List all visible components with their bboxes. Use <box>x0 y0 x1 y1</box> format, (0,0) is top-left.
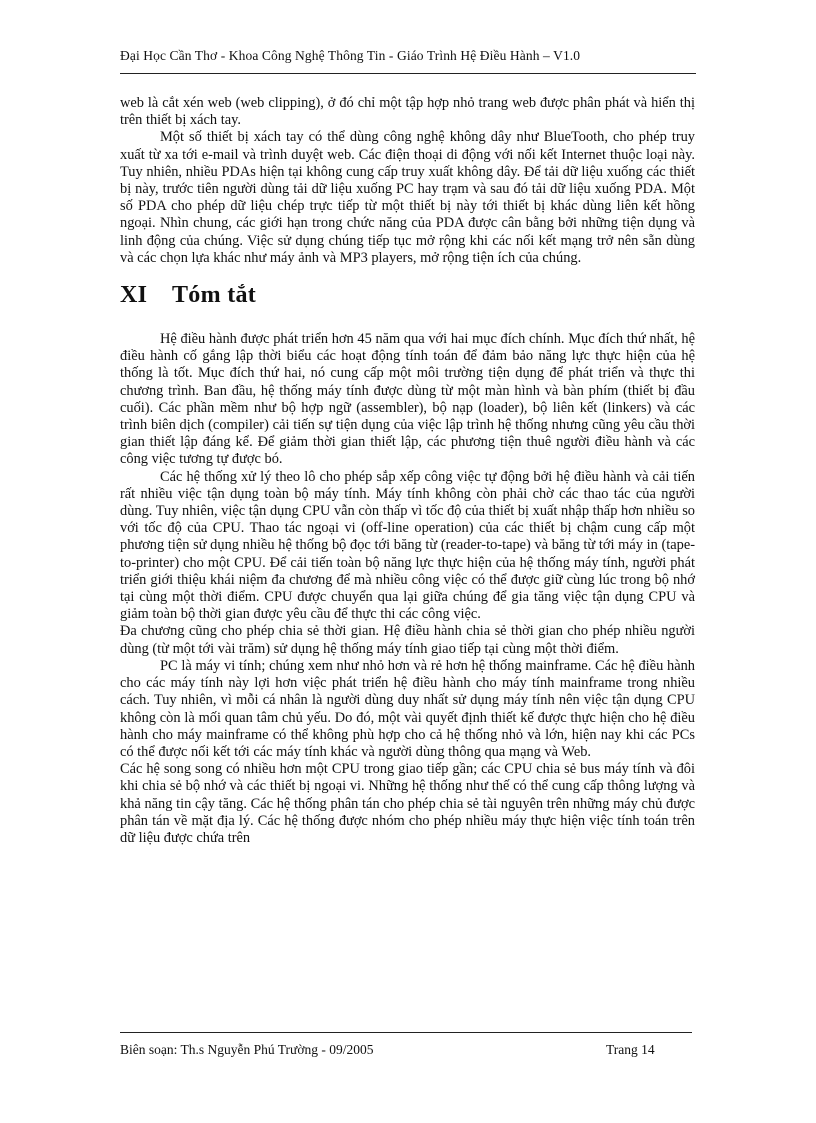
header-divider <box>120 73 696 74</box>
paragraph-summary-pc: PC là máy vi tính; chúng xem như nhỏ hơn và rẻ hơn hệ thống mainframe. Các hệ điều hành cho các máy tính này lợi hơn việc phát triển hệ điều hành cho máy tính mainframe trong nhiều cách. Tuy nhiên, vì mỗi cá nhân là người dùng duy nhất sử dụng máy tính nên việc tận dụng CPU không còn là mối quan tâm chủ yếu. Do đó, một vài quyết định thiết kế được thực hiện cho hệ điều hành cho máy mainframe có thể không phù hợp cho cả hệ thống nhỏ và lớn, hiện nay khi các PCs có thể được nối kết tới các máy tính khác và người dùng thông qua mạng và Web. <box>120 657 695 760</box>
paragraph-intro-continuation: web là cắt xén web (web clipping), ở đó chỉ một tập hợp nhỏ trang web được phân phát và hiển thị trên thiết bị xách tay. <box>120 95 695 129</box>
paragraph-summary-parallel-distributed: Các hệ song song có nhiều hơn một CPU trong giao tiếp gần; các CPU chia sẻ bus máy tính và đôi khi chia sẻ bộ nhớ và các thiết bị ngoại vi. Những hệ thống như thế có thể cung cấp thông lượng và khả năng tin cậy tăng. Các hệ thống phân tán cho phép chia sẻ tài nguyên trên những máy chủ được phân tán về mặt địa lý. Các hệ thống được nhóm cho phép nhiều máy thực hiện việc tính toán trên dữ liệu được chứa trên <box>120 761 695 846</box>
footer-divider <box>120 1032 692 1033</box>
paragraph-handheld-wireless: Một số thiết bị xách tay có thể dùng công nghệ không dây như BlueTooth, cho phép truy xuất từ xa tới e-mail và trình duyệt web. Các điện thoại di động với nối kết Internet thuộc loại này. Tuy nhiên, nhiều PDAs hiện tại không cung cấp truy xuất không dây. Để tải dữ liệu xuống các thiết bị này, trước tiên người dùng tải dữ liệu xuống PC hay trạm và sau đó tải dữ liệu xuống PDA. Một số PDA cho phép dữ liệu chép trực tiếp từ một thiết bị này tới thiết bị khác dùng liên kết hồng ngoại. Nhìn chung, các giới hạn trong chức năng của PDA được cân bằng bởi những tiện dụng và linh động của chúng. Việc sử dụng chúng tiếp tục mở rộng khi các nối kết mạng trở nên sẵn dùng và các chọn lựa khác như máy ảnh và MP3 players, mở rộng tiện ích của chúng. <box>120 129 695 266</box>
footer-author: Biên soạn: Th.s Nguyễn Phú Trường - 09/2005 <box>120 1042 374 1057</box>
document-body <box>120 95 695 847</box>
section-title: Tóm tắt <box>172 282 257 309</box>
section-heading <box>120 281 695 309</box>
section-number: XI <box>120 282 148 309</box>
page-header: Đại Học Cần Thơ - Khoa Công Nghệ Thông Tin - Giáo Trình Hệ Điều Hành – V1.0 <box>120 48 581 63</box>
page-number: Trang 14 <box>606 1042 655 1057</box>
paragraph-summary-batch-systems: Các hệ thống xử lý theo lô cho phép sắp xếp công việc tự động bởi hệ điều hành và cải tiến rất nhiều việc tận dụng toàn bộ máy tính. Máy tính không còn phải chờ các thao tác của người dùng. Tuy nhiên, việc tận dụng CPU vẫn còn thấp vì tốc độ của thiết bị xuất nhập thấp hơn nhiều so với tốc độ của CPU. Thao tác ngoại vi (off-line operation) của các thiết bị chậm cung cấp một phương tiện sử dụng nhiều hệ thống bộ đọc tới băng từ (reader-to-tape) và băng từ tới máy in (tape-to-printer) cho một CPU. Để cải tiến toàn bộ năng lực thực hiện của hệ thống máy tính, người phát triển giới thiệu khái niệm đa chương để mà nhiều công việc có thể được giữ cùng lúc trong bộ nhớ tại cùng một thời điểm. CPU được chuyển qua lại giữa chúng để gia tăng việc tận dụng CPU và giảm toàn bộ thời gian được yêu cầu để thực thi các công việc. <box>120 468 695 623</box>
paragraph-summary-time-sharing: Đa chương cũng cho phép chia sẻ thời gian. Hệ điều hành chia sẻ thời gian cho phép nhiều người dùng (từ một tới vài trăm) sử dụng hệ thống máy tính giao tiếp tại cùng một thời điểm. <box>120 623 695 657</box>
paragraph-summary-os-goals: Hệ điều hành được phát triển hơn 45 năm qua với hai mục đích chính. Mục đích thứ nhất, hệ điều hành cố gắng lập thời biểu các hoạt động tính toán để đảm bảo năng lực thực hiện của hệ thống là tốt. Mục đích thứ hai, nó cung cấp một môi trường tiện dụng để phát triển và thực thi chương trình. Ban đầu, hệ thống máy tính được dùng từ một màn hình và bàn phím (thiết bị đầu cuối). Các phần mềm như bộ hợp ngữ (assembler), bộ nạp (loader), bộ liên kết (linkers) và các trình biên dịch (compiler) cải tiến sự tiện dụng của việc lập trình hệ thống nhưng cũng yêu cầu thời gian thiết lập đáng kể. Để giảm thời gian thiết lập, các phương tiện thuê người điều hành và các công việc tương tự được bó. <box>120 331 695 468</box>
